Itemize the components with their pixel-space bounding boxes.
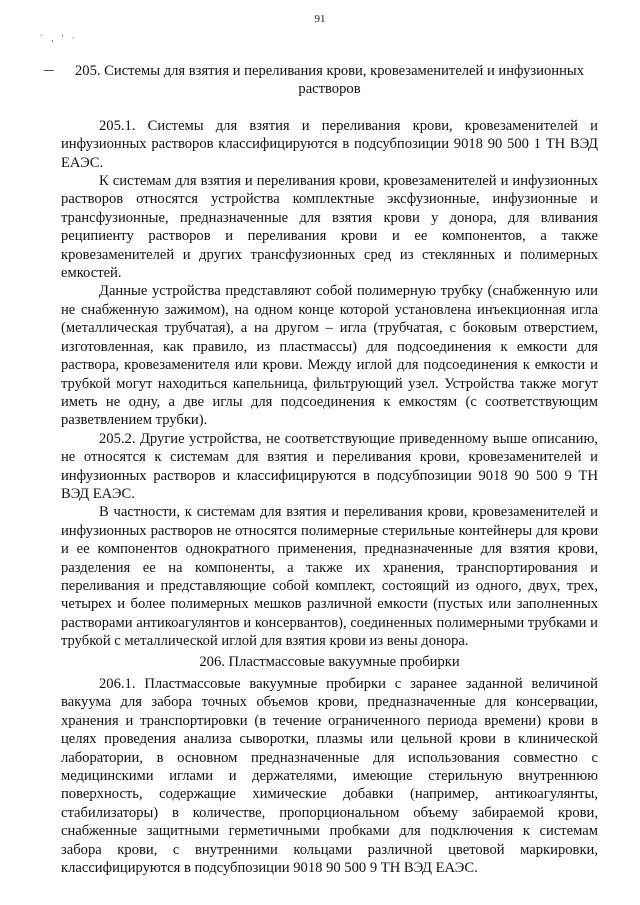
- document-body: [61, 62, 598, 877]
- page-number: 91: [314, 13, 326, 25]
- paragraph-206-1: 206.1. Пластмассовые вакуумные пробирки с заранее заданной величиной вакуума для забора точных объемов крови, предназначенные для консервации, хранения и транспортировки (в течение ограниченного периода времени) крови в целях проведения анализа сыворотки, плазмы или цельной крови в клинической лаборатории, в основном предназначенные для использования совместно с медицинскими иглами и держателями, имеющие стерильную внутреннюю поверхность, содержащие химические добавки (например, антикоагулянты, стабилизаторы) в количестве, пропорциональном объему забираемой крови, снабженные защитными герметичными пробками для подключения к системам забора крови, с внутренними кольцами различной цветовой маркировки, классифицируются в подсубпозиции 9018 90 500 9 ТН ВЭД ЕАЭС.: [61, 676, 598, 877]
- paragraph-205-2: 205.2. Другие устройства, не соответствующие приведенному выше описанию, не относятся к системам для взятия и переливания крови, кровезаменителей и инфузионных растворов и классифицируются в подсубпозиции 9018 90 500 9 ТН ВЭД ЕАЭС.: [61, 430, 598, 502]
- section-206-title: 206. Пластмассовые вакуумные пробирки: [199, 653, 460, 670]
- paragraph-205-1: 205.1. Системы для взятия и переливания крови, кровезаменителей и инфузионных растворов классифицируются в подсубпозиции 9018 90 500 1 ТН ВЭД ЕАЭС.: [61, 117, 598, 171]
- section-205-title: 205. Системы для взятия и переливания крови, кровезаменителей и инфузионных растворов: [74, 63, 585, 98]
- margin-mark: [44, 70, 54, 71]
- paragraph-205-1-scope: К системам для взятия и переливания крови, кровезаменителей и инфузионных растворов относятся устройства комплектные эксфузионные, инфузионные и трансфузионные, предназначенные для взятия крови у донора, для вливания реципиенту растворов и переливания крови и ее компонентов, а также кровезаменителей и других трансфузионных сред из стеклянных и полимерных емкостей.: [61, 173, 598, 282]
- scan-artifact-marks: ` , ' ·: [40, 33, 78, 43]
- paragraph-205-2-exclusions: В частности, к системам для взятия и переливания крови, кровезаменителей и инфузионных растворов не относятся полимерные стерильные контейнеры для крови и ее компонентов однократного применения, предназначенные для взятия крови, разделения ее на компоненты, а также их хранения, транспортирования и переливания и представляющие собой комплект, состоящий из одного, двух, трех, четырех и более полимерных мешков различной емкости (пустых или заполненных растворами антикоагулянтов и консервантов), соединенных полимерными трубками и трубкой с металлической иглой для взятия крови из вены донора.: [61, 504, 598, 650]
- paragraph-205-1-description: Данные устройства представляют собой полимерную трубку (снабженную или не снабженную зажимом), на одном конце которой установлена инъекционная игла (металлическая трубчатая), а на другом – игла (трубчатая, с боковым отверстием, изготовленная, как правило, из пластмассы) для подсоединения к емкости для раствора, кровезаменителя или крови. Между иглой для подсоединения к емкости и трубкой могут находиться капельница, фильтрующий узел. Устройства также могут иметь не одну, а две иглы для подсоединения к емкостям (с соответствующим разветвлением трубки).: [61, 283, 598, 429]
